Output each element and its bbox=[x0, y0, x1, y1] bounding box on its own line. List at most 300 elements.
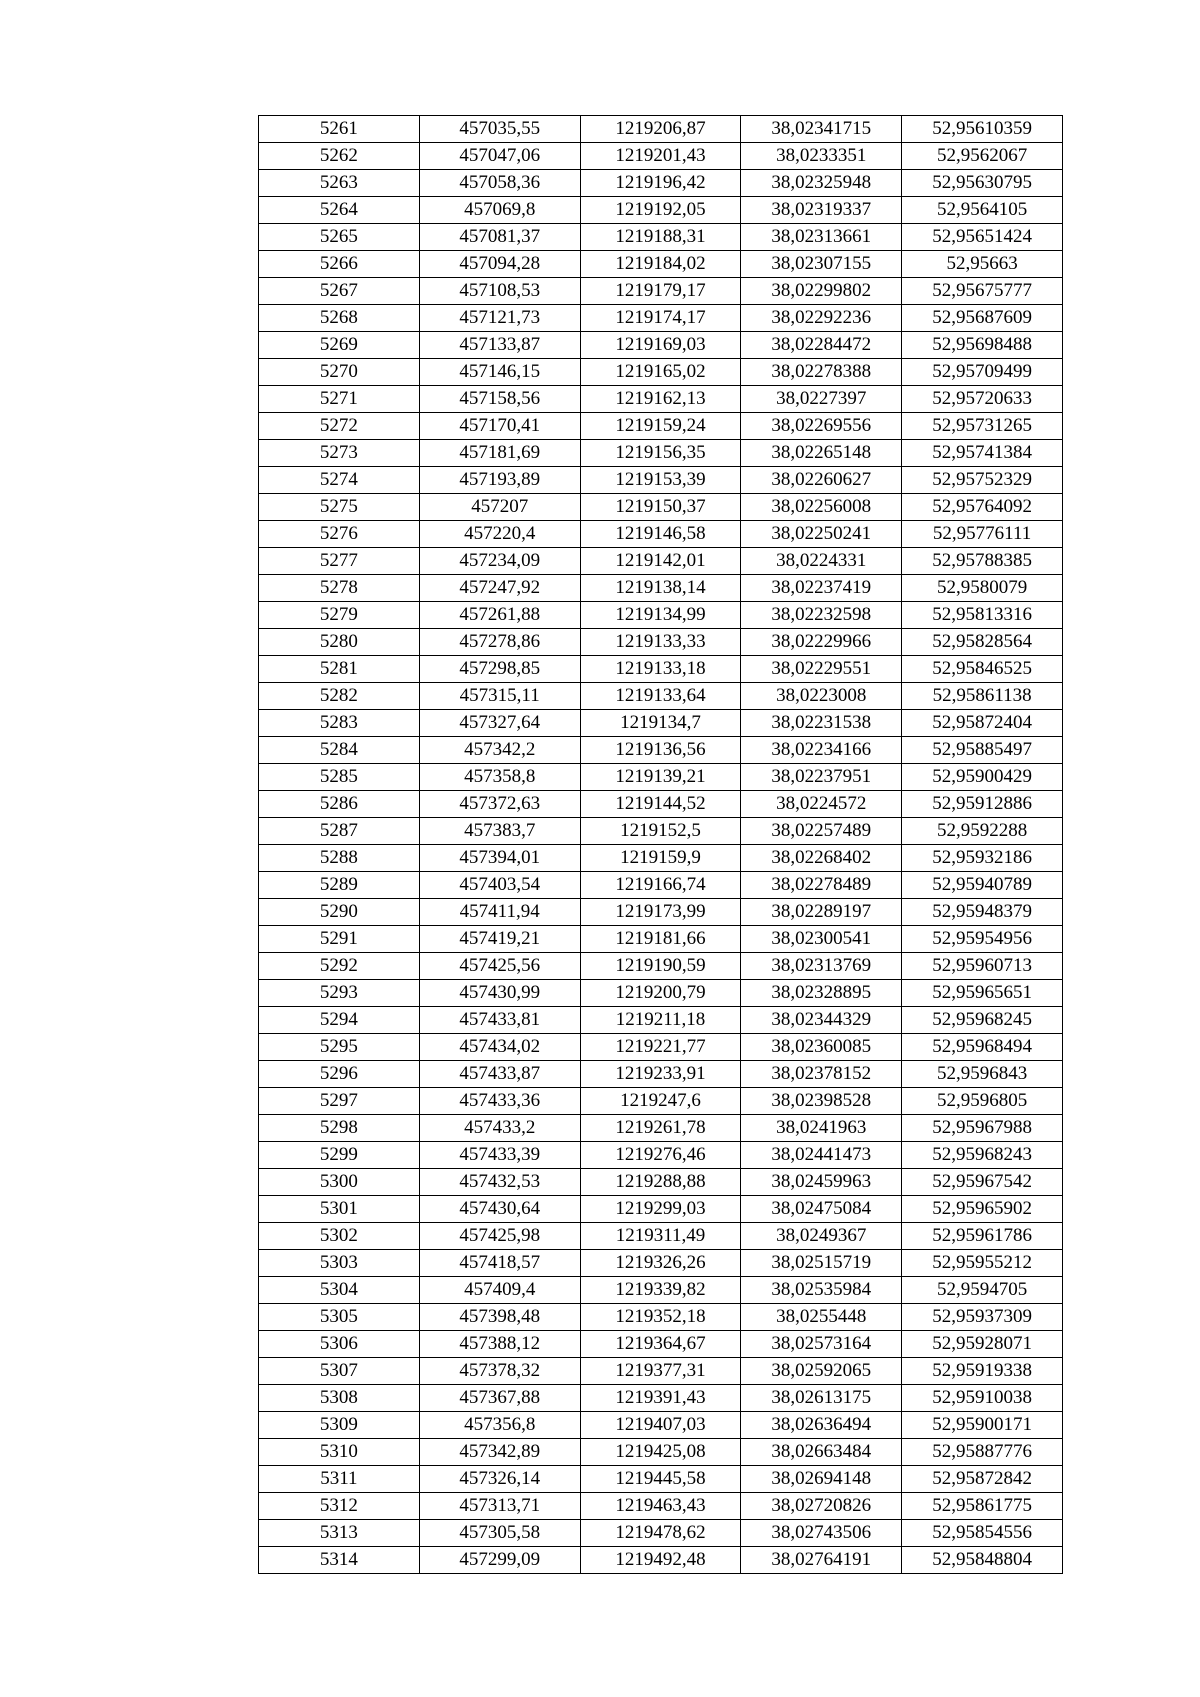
longitude-cell: 38,02720826 bbox=[741, 1493, 902, 1520]
x-coordinate-cell: 457133,87 bbox=[419, 332, 580, 359]
y-coordinate-cell: 1219445,58 bbox=[580, 1466, 741, 1493]
y-coordinate-cell: 1219156,35 bbox=[580, 440, 741, 467]
x-coordinate-cell: 457430,64 bbox=[419, 1196, 580, 1223]
point-number-cell: 5291 bbox=[259, 926, 420, 953]
table-row bbox=[259, 818, 1063, 845]
longitude-cell: 38,02613175 bbox=[741, 1385, 902, 1412]
y-coordinate-cell: 1219339,82 bbox=[580, 1277, 741, 1304]
longitude-cell: 38,02229966 bbox=[741, 629, 902, 656]
longitude-cell: 38,02269556 bbox=[741, 413, 902, 440]
longitude-cell: 38,02341715 bbox=[741, 116, 902, 143]
y-coordinate-cell: 1219159,9 bbox=[580, 845, 741, 872]
point-number-cell: 5268 bbox=[259, 305, 420, 332]
x-coordinate-cell: 457433,2 bbox=[419, 1115, 580, 1142]
x-coordinate-cell: 457342,2 bbox=[419, 737, 580, 764]
longitude-cell: 38,02237951 bbox=[741, 764, 902, 791]
x-coordinate-cell: 457220,4 bbox=[419, 521, 580, 548]
latitude-cell: 52,95651424 bbox=[902, 224, 1063, 251]
table-row bbox=[259, 953, 1063, 980]
table-row bbox=[259, 1088, 1063, 1115]
x-coordinate-cell: 457327,64 bbox=[419, 710, 580, 737]
point-number-cell: 5278 bbox=[259, 575, 420, 602]
point-number-cell: 5307 bbox=[259, 1358, 420, 1385]
point-number-cell: 5277 bbox=[259, 548, 420, 575]
x-coordinate-cell: 457430,99 bbox=[419, 980, 580, 1007]
x-coordinate-cell: 457207 bbox=[419, 494, 580, 521]
x-coordinate-cell: 457411,94 bbox=[419, 899, 580, 926]
table-row bbox=[259, 413, 1063, 440]
point-number-cell: 5301 bbox=[259, 1196, 420, 1223]
point-number-cell: 5272 bbox=[259, 413, 420, 440]
point-number-cell: 5306 bbox=[259, 1331, 420, 1358]
longitude-cell: 38,02307155 bbox=[741, 251, 902, 278]
x-coordinate-cell: 457433,36 bbox=[419, 1088, 580, 1115]
table-row bbox=[259, 116, 1063, 143]
longitude-cell: 38,02344329 bbox=[741, 1007, 902, 1034]
longitude-cell: 38,02636494 bbox=[741, 1412, 902, 1439]
x-coordinate-cell: 457305,58 bbox=[419, 1520, 580, 1547]
table-row bbox=[259, 980, 1063, 1007]
latitude-cell: 52,9596843 bbox=[902, 1061, 1063, 1088]
table-row bbox=[259, 1277, 1063, 1304]
table-row bbox=[259, 791, 1063, 818]
y-coordinate-cell: 1219352,18 bbox=[580, 1304, 741, 1331]
table-row bbox=[259, 764, 1063, 791]
latitude-cell: 52,9562067 bbox=[902, 143, 1063, 170]
longitude-cell: 38,02313769 bbox=[741, 953, 902, 980]
x-coordinate-cell: 457358,8 bbox=[419, 764, 580, 791]
point-number-cell: 5292 bbox=[259, 953, 420, 980]
y-coordinate-cell: 1219326,26 bbox=[580, 1250, 741, 1277]
x-coordinate-cell: 457035,55 bbox=[419, 116, 580, 143]
x-coordinate-cell: 457398,48 bbox=[419, 1304, 580, 1331]
latitude-cell: 52,95675777 bbox=[902, 278, 1063, 305]
point-number-cell: 5314 bbox=[259, 1547, 420, 1574]
table-row bbox=[259, 1331, 1063, 1358]
latitude-cell: 52,95928071 bbox=[902, 1331, 1063, 1358]
x-coordinate-cell: 457425,98 bbox=[419, 1223, 580, 1250]
latitude-cell: 52,95968245 bbox=[902, 1007, 1063, 1034]
latitude-cell: 52,95961786 bbox=[902, 1223, 1063, 1250]
point-number-cell: 5276 bbox=[259, 521, 420, 548]
y-coordinate-cell: 1219174,17 bbox=[580, 305, 741, 332]
y-coordinate-cell: 1219288,88 bbox=[580, 1169, 741, 1196]
latitude-cell: 52,9594705 bbox=[902, 1277, 1063, 1304]
table-row bbox=[259, 1223, 1063, 1250]
latitude-cell: 52,95960713 bbox=[902, 953, 1063, 980]
longitude-cell: 38,02260627 bbox=[741, 467, 902, 494]
table-row bbox=[259, 548, 1063, 575]
y-coordinate-cell: 1219139,21 bbox=[580, 764, 741, 791]
longitude-cell: 38,0241963 bbox=[741, 1115, 902, 1142]
y-coordinate-cell: 1219159,24 bbox=[580, 413, 741, 440]
x-coordinate-cell: 457433,81 bbox=[419, 1007, 580, 1034]
y-coordinate-cell: 1219138,14 bbox=[580, 575, 741, 602]
latitude-cell: 52,95967542 bbox=[902, 1169, 1063, 1196]
latitude-cell: 52,95967988 bbox=[902, 1115, 1063, 1142]
point-number-cell: 5261 bbox=[259, 116, 420, 143]
x-coordinate-cell: 457313,71 bbox=[419, 1493, 580, 1520]
longitude-cell: 38,02265148 bbox=[741, 440, 902, 467]
x-coordinate-cell: 457047,06 bbox=[419, 143, 580, 170]
latitude-cell: 52,9580079 bbox=[902, 575, 1063, 602]
x-coordinate-cell: 457081,37 bbox=[419, 224, 580, 251]
point-number-cell: 5312 bbox=[259, 1493, 420, 1520]
table-row bbox=[259, 467, 1063, 494]
table-row bbox=[259, 899, 1063, 926]
longitude-cell: 38,02515719 bbox=[741, 1250, 902, 1277]
longitude-cell: 38,02459963 bbox=[741, 1169, 902, 1196]
latitude-cell: 52,95872404 bbox=[902, 710, 1063, 737]
latitude-cell: 52,95687609 bbox=[902, 305, 1063, 332]
y-coordinate-cell: 1219133,33 bbox=[580, 629, 741, 656]
point-number-cell: 5303 bbox=[259, 1250, 420, 1277]
table-row bbox=[259, 278, 1063, 305]
latitude-cell: 52,95776111 bbox=[902, 521, 1063, 548]
y-coordinate-cell: 1219169,03 bbox=[580, 332, 741, 359]
point-number-cell: 5305 bbox=[259, 1304, 420, 1331]
y-coordinate-cell: 1219152,5 bbox=[580, 818, 741, 845]
longitude-cell: 38,02278388 bbox=[741, 359, 902, 386]
y-coordinate-cell: 1219165,02 bbox=[580, 359, 741, 386]
y-coordinate-cell: 1219142,01 bbox=[580, 548, 741, 575]
point-number-cell: 5304 bbox=[259, 1277, 420, 1304]
longitude-cell: 38,02328895 bbox=[741, 980, 902, 1007]
longitude-cell: 38,0233351 bbox=[741, 143, 902, 170]
point-number-cell: 5263 bbox=[259, 170, 420, 197]
x-coordinate-cell: 457261,88 bbox=[419, 602, 580, 629]
x-coordinate-cell: 457434,02 bbox=[419, 1034, 580, 1061]
table-row bbox=[259, 1034, 1063, 1061]
y-coordinate-cell: 1219133,18 bbox=[580, 656, 741, 683]
longitude-cell: 38,02475084 bbox=[741, 1196, 902, 1223]
table-row bbox=[259, 1358, 1063, 1385]
longitude-cell: 38,02694148 bbox=[741, 1466, 902, 1493]
y-coordinate-cell: 1219179,17 bbox=[580, 278, 741, 305]
point-number-cell: 5267 bbox=[259, 278, 420, 305]
coordinates-table-body bbox=[259, 116, 1063, 1574]
y-coordinate-cell: 1219276,46 bbox=[580, 1142, 741, 1169]
point-number-cell: 5309 bbox=[259, 1412, 420, 1439]
longitude-cell: 38,02299802 bbox=[741, 278, 902, 305]
y-coordinate-cell: 1219192,05 bbox=[580, 197, 741, 224]
table-row bbox=[259, 737, 1063, 764]
table-row bbox=[259, 1061, 1063, 1088]
x-coordinate-cell: 457326,14 bbox=[419, 1466, 580, 1493]
longitude-cell: 38,02360085 bbox=[741, 1034, 902, 1061]
table-row bbox=[259, 1115, 1063, 1142]
latitude-cell: 52,95955212 bbox=[902, 1250, 1063, 1277]
table-row bbox=[259, 197, 1063, 224]
x-coordinate-cell: 457403,54 bbox=[419, 872, 580, 899]
table-row bbox=[259, 305, 1063, 332]
latitude-cell: 52,95698488 bbox=[902, 332, 1063, 359]
longitude-cell: 38,02289197 bbox=[741, 899, 902, 926]
y-coordinate-cell: 1219201,43 bbox=[580, 143, 741, 170]
point-number-cell: 5308 bbox=[259, 1385, 420, 1412]
table-row bbox=[259, 710, 1063, 737]
point-number-cell: 5294 bbox=[259, 1007, 420, 1034]
point-number-cell: 5262 bbox=[259, 143, 420, 170]
longitude-cell: 38,02535984 bbox=[741, 1277, 902, 1304]
y-coordinate-cell: 1219221,77 bbox=[580, 1034, 741, 1061]
point-number-cell: 5302 bbox=[259, 1223, 420, 1250]
longitude-cell: 38,02441473 bbox=[741, 1142, 902, 1169]
x-coordinate-cell: 457425,56 bbox=[419, 953, 580, 980]
latitude-cell: 52,95663 bbox=[902, 251, 1063, 278]
table-row bbox=[259, 1142, 1063, 1169]
longitude-cell: 38,02234166 bbox=[741, 737, 902, 764]
point-number-cell: 5311 bbox=[259, 1466, 420, 1493]
latitude-cell: 52,95968494 bbox=[902, 1034, 1063, 1061]
latitude-cell: 52,95813316 bbox=[902, 602, 1063, 629]
x-coordinate-cell: 457433,39 bbox=[419, 1142, 580, 1169]
latitude-cell: 52,95861775 bbox=[902, 1493, 1063, 1520]
table-row bbox=[259, 1385, 1063, 1412]
point-number-cell: 5279 bbox=[259, 602, 420, 629]
point-number-cell: 5310 bbox=[259, 1439, 420, 1466]
table-row bbox=[259, 845, 1063, 872]
point-number-cell: 5296 bbox=[259, 1061, 420, 1088]
x-coordinate-cell: 457278,86 bbox=[419, 629, 580, 656]
longitude-cell: 38,02325948 bbox=[741, 170, 902, 197]
y-coordinate-cell: 1219153,39 bbox=[580, 467, 741, 494]
y-coordinate-cell: 1219247,6 bbox=[580, 1088, 741, 1115]
x-coordinate-cell: 457433,87 bbox=[419, 1061, 580, 1088]
latitude-cell: 52,95948379 bbox=[902, 899, 1063, 926]
longitude-cell: 38,02398528 bbox=[741, 1088, 902, 1115]
x-coordinate-cell: 457299,09 bbox=[419, 1547, 580, 1574]
point-number-cell: 5290 bbox=[259, 899, 420, 926]
longitude-cell: 38,02319337 bbox=[741, 197, 902, 224]
latitude-cell: 52,9596805 bbox=[902, 1088, 1063, 1115]
latitude-cell: 52,95610359 bbox=[902, 116, 1063, 143]
point-number-cell: 5313 bbox=[259, 1520, 420, 1547]
point-number-cell: 5283 bbox=[259, 710, 420, 737]
latitude-cell: 52,95854556 bbox=[902, 1520, 1063, 1547]
table-row bbox=[259, 1466, 1063, 1493]
y-coordinate-cell: 1219206,87 bbox=[580, 116, 741, 143]
y-coordinate-cell: 1219173,99 bbox=[580, 899, 741, 926]
point-number-cell: 5284 bbox=[259, 737, 420, 764]
longitude-cell: 38,02250241 bbox=[741, 521, 902, 548]
longitude-cell: 38,02743506 bbox=[741, 1520, 902, 1547]
longitude-cell: 38,02257489 bbox=[741, 818, 902, 845]
point-number-cell: 5293 bbox=[259, 980, 420, 1007]
y-coordinate-cell: 1219463,43 bbox=[580, 1493, 741, 1520]
y-coordinate-cell: 1219184,02 bbox=[580, 251, 741, 278]
y-coordinate-cell: 1219150,37 bbox=[580, 494, 741, 521]
y-coordinate-cell: 1219162,13 bbox=[580, 386, 741, 413]
x-coordinate-cell: 457234,09 bbox=[419, 548, 580, 575]
point-number-cell: 5286 bbox=[259, 791, 420, 818]
longitude-cell: 38,02232598 bbox=[741, 602, 902, 629]
x-coordinate-cell: 457069,8 bbox=[419, 197, 580, 224]
x-coordinate-cell: 457121,73 bbox=[419, 305, 580, 332]
point-number-cell: 5300 bbox=[259, 1169, 420, 1196]
y-coordinate-cell: 1219492,48 bbox=[580, 1547, 741, 1574]
point-number-cell: 5282 bbox=[259, 683, 420, 710]
point-number-cell: 5299 bbox=[259, 1142, 420, 1169]
latitude-cell: 52,95965651 bbox=[902, 980, 1063, 1007]
longitude-cell: 38,02256008 bbox=[741, 494, 902, 521]
longitude-cell: 38,0223008 bbox=[741, 683, 902, 710]
point-number-cell: 5295 bbox=[259, 1034, 420, 1061]
latitude-cell: 52,95741384 bbox=[902, 440, 1063, 467]
x-coordinate-cell: 457394,01 bbox=[419, 845, 580, 872]
latitude-cell: 52,95848804 bbox=[902, 1547, 1063, 1574]
y-coordinate-cell: 1219407,03 bbox=[580, 1412, 741, 1439]
point-number-cell: 5287 bbox=[259, 818, 420, 845]
point-number-cell: 5274 bbox=[259, 467, 420, 494]
y-coordinate-cell: 1219166,74 bbox=[580, 872, 741, 899]
x-coordinate-cell: 457342,89 bbox=[419, 1439, 580, 1466]
point-number-cell: 5266 bbox=[259, 251, 420, 278]
table-row bbox=[259, 332, 1063, 359]
table-row bbox=[259, 1007, 1063, 1034]
latitude-cell: 52,95937309 bbox=[902, 1304, 1063, 1331]
longitude-cell: 38,02378152 bbox=[741, 1061, 902, 1088]
latitude-cell: 52,95900171 bbox=[902, 1412, 1063, 1439]
longitude-cell: 38,02292236 bbox=[741, 305, 902, 332]
table-row bbox=[259, 1547, 1063, 1574]
longitude-cell: 38,02237419 bbox=[741, 575, 902, 602]
latitude-cell: 52,9592288 bbox=[902, 818, 1063, 845]
longitude-cell: 38,0255448 bbox=[741, 1304, 902, 1331]
longitude-cell: 38,0224572 bbox=[741, 791, 902, 818]
table-row bbox=[259, 1520, 1063, 1547]
latitude-cell: 52,95709499 bbox=[902, 359, 1063, 386]
y-coordinate-cell: 1219136,56 bbox=[580, 737, 741, 764]
y-coordinate-cell: 1219134,99 bbox=[580, 602, 741, 629]
table-row bbox=[259, 1412, 1063, 1439]
y-coordinate-cell: 1219188,31 bbox=[580, 224, 741, 251]
table-row bbox=[259, 1304, 1063, 1331]
latitude-cell: 52,9564105 bbox=[902, 197, 1063, 224]
latitude-cell: 52,95887776 bbox=[902, 1439, 1063, 1466]
latitude-cell: 52,95954956 bbox=[902, 926, 1063, 953]
point-number-cell: 5273 bbox=[259, 440, 420, 467]
x-coordinate-cell: 457181,69 bbox=[419, 440, 580, 467]
table-row bbox=[259, 1493, 1063, 1520]
y-coordinate-cell: 1219391,43 bbox=[580, 1385, 741, 1412]
longitude-cell: 38,02231538 bbox=[741, 710, 902, 737]
point-number-cell: 5297 bbox=[259, 1088, 420, 1115]
longitude-cell: 38,02278489 bbox=[741, 872, 902, 899]
x-coordinate-cell: 457315,11 bbox=[419, 683, 580, 710]
y-coordinate-cell: 1219261,78 bbox=[580, 1115, 741, 1142]
y-coordinate-cell: 1219299,03 bbox=[580, 1196, 741, 1223]
y-coordinate-cell: 1219181,66 bbox=[580, 926, 741, 953]
y-coordinate-cell: 1219144,52 bbox=[580, 791, 741, 818]
x-coordinate-cell: 457170,41 bbox=[419, 413, 580, 440]
latitude-cell: 52,95764092 bbox=[902, 494, 1063, 521]
longitude-cell: 38,02229551 bbox=[741, 656, 902, 683]
point-number-cell: 5298 bbox=[259, 1115, 420, 1142]
x-coordinate-cell: 457146,15 bbox=[419, 359, 580, 386]
y-coordinate-cell: 1219478,62 bbox=[580, 1520, 741, 1547]
point-number-cell: 5264 bbox=[259, 197, 420, 224]
point-number-cell: 5289 bbox=[259, 872, 420, 899]
table-row bbox=[259, 521, 1063, 548]
y-coordinate-cell: 1219146,58 bbox=[580, 521, 741, 548]
x-coordinate-cell: 457378,32 bbox=[419, 1358, 580, 1385]
table-row bbox=[259, 1196, 1063, 1223]
x-coordinate-cell: 457372,63 bbox=[419, 791, 580, 818]
latitude-cell: 52,95910038 bbox=[902, 1385, 1063, 1412]
latitude-cell: 52,95919338 bbox=[902, 1358, 1063, 1385]
table-row bbox=[259, 1250, 1063, 1277]
longitude-cell: 38,0224331 bbox=[741, 548, 902, 575]
table-row bbox=[259, 494, 1063, 521]
x-coordinate-cell: 457158,56 bbox=[419, 386, 580, 413]
longitude-cell: 38,02573164 bbox=[741, 1331, 902, 1358]
table-row bbox=[259, 575, 1063, 602]
table-row bbox=[259, 251, 1063, 278]
latitude-cell: 52,95630795 bbox=[902, 170, 1063, 197]
table-row bbox=[259, 602, 1063, 629]
y-coordinate-cell: 1219311,49 bbox=[580, 1223, 741, 1250]
x-coordinate-cell: 457193,89 bbox=[419, 467, 580, 494]
latitude-cell: 52,95900429 bbox=[902, 764, 1063, 791]
longitude-cell: 38,02268402 bbox=[741, 845, 902, 872]
longitude-cell: 38,02592065 bbox=[741, 1358, 902, 1385]
y-coordinate-cell: 1219134,7 bbox=[580, 710, 741, 737]
x-coordinate-cell: 457383,7 bbox=[419, 818, 580, 845]
x-coordinate-cell: 457409,4 bbox=[419, 1277, 580, 1304]
x-coordinate-cell: 457418,57 bbox=[419, 1250, 580, 1277]
table-row bbox=[259, 872, 1063, 899]
longitude-cell: 38,0249367 bbox=[741, 1223, 902, 1250]
x-coordinate-cell: 457247,92 bbox=[419, 575, 580, 602]
table-row bbox=[259, 683, 1063, 710]
latitude-cell: 52,95932186 bbox=[902, 845, 1063, 872]
latitude-cell: 52,95828564 bbox=[902, 629, 1063, 656]
x-coordinate-cell: 457108,53 bbox=[419, 278, 580, 305]
table-row bbox=[259, 926, 1063, 953]
point-number-cell: 5280 bbox=[259, 629, 420, 656]
point-number-cell: 5285 bbox=[259, 764, 420, 791]
table-row bbox=[259, 656, 1063, 683]
x-coordinate-cell: 457058,36 bbox=[419, 170, 580, 197]
table-row bbox=[259, 440, 1063, 467]
point-number-cell: 5265 bbox=[259, 224, 420, 251]
table-row bbox=[259, 143, 1063, 170]
table-row bbox=[259, 386, 1063, 413]
latitude-cell: 52,95940789 bbox=[902, 872, 1063, 899]
x-coordinate-cell: 457094,28 bbox=[419, 251, 580, 278]
longitude-cell: 38,02764191 bbox=[741, 1547, 902, 1574]
latitude-cell: 52,95846525 bbox=[902, 656, 1063, 683]
y-coordinate-cell: 1219233,91 bbox=[580, 1061, 741, 1088]
y-coordinate-cell: 1219377,31 bbox=[580, 1358, 741, 1385]
table-row bbox=[259, 170, 1063, 197]
y-coordinate-cell: 1219196,42 bbox=[580, 170, 741, 197]
coordinates-table bbox=[258, 115, 1063, 1574]
longitude-cell: 38,02663484 bbox=[741, 1439, 902, 1466]
table-row bbox=[259, 1439, 1063, 1466]
point-number-cell: 5288 bbox=[259, 845, 420, 872]
y-coordinate-cell: 1219200,79 bbox=[580, 980, 741, 1007]
latitude-cell: 52,95861138 bbox=[902, 683, 1063, 710]
point-number-cell: 5271 bbox=[259, 386, 420, 413]
longitude-cell: 38,0227397 bbox=[741, 386, 902, 413]
point-number-cell: 5269 bbox=[259, 332, 420, 359]
point-number-cell: 5270 bbox=[259, 359, 420, 386]
longitude-cell: 38,02284472 bbox=[741, 332, 902, 359]
latitude-cell: 52,95968243 bbox=[902, 1142, 1063, 1169]
point-number-cell: 5281 bbox=[259, 656, 420, 683]
